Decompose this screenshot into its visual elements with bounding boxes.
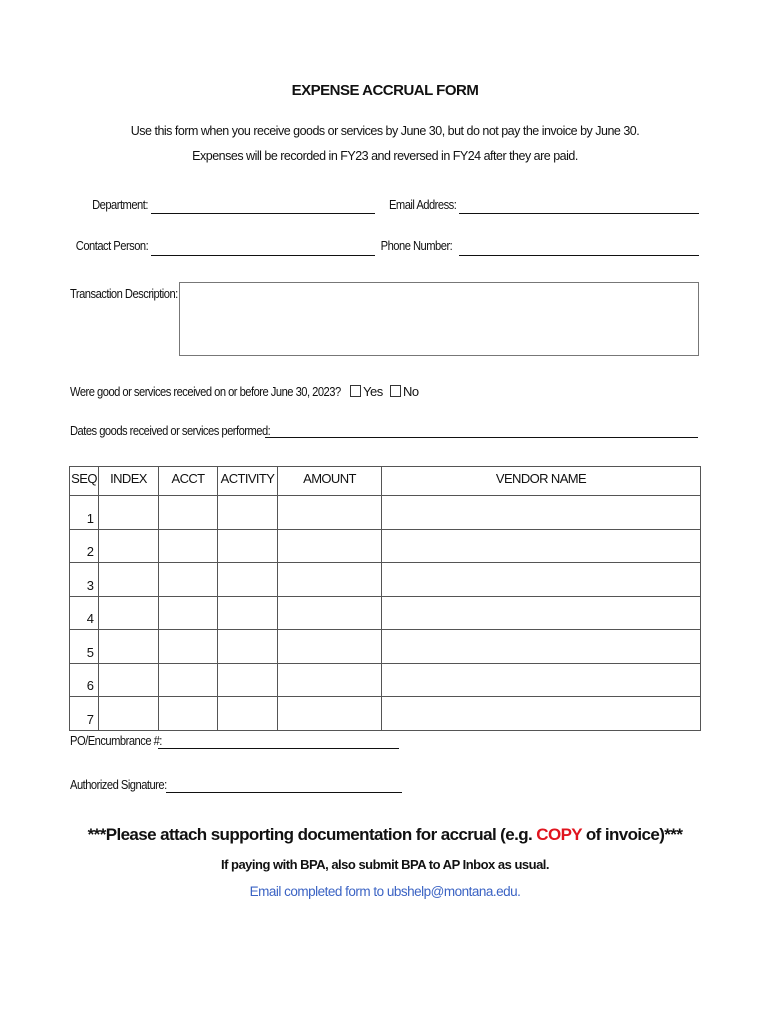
table-row <box>70 529 701 563</box>
seq-cell: 1 <box>70 496 99 530</box>
acct-cell[interactable] <box>159 563 218 597</box>
header-vendor-name: VENDOR NAME <box>382 467 701 496</box>
amount-cell[interactable] <box>278 596 382 630</box>
table-row <box>70 697 701 731</box>
phone-field[interactable] <box>459 255 699 256</box>
acct-cell[interactable] <box>159 630 218 664</box>
acct-cell[interactable] <box>159 697 218 731</box>
email-note[interactable]: Email completed form to ubshelp@montana.edu. <box>249 884 521 899</box>
vendor-cell[interactable] <box>382 630 701 664</box>
amount-cell[interactable] <box>278 630 382 664</box>
activity-cell[interactable] <box>218 663 278 697</box>
yes-label: Yes <box>363 384 383 399</box>
vendor-cell[interactable] <box>382 529 701 563</box>
acct-cell[interactable] <box>159 529 218 563</box>
department-field[interactable] <box>151 213 375 214</box>
yes-checkbox[interactable] <box>350 385 361 397</box>
copy-word: COPY <box>536 825 582 844</box>
accrual-table <box>69 466 701 731</box>
acct-cell[interactable] <box>159 596 218 630</box>
table-row <box>70 663 701 697</box>
seq-cell: 5 <box>70 630 99 664</box>
dates-label: Dates goods received or services performed: <box>70 423 271 438</box>
index-cell[interactable] <box>99 596 159 630</box>
vendor-cell[interactable] <box>382 563 701 597</box>
po-label: PO/Encumbrance #: <box>70 733 162 748</box>
email-label: Email Address: <box>388 197 456 212</box>
acct-cell[interactable] <box>159 663 218 697</box>
attach-notice-prefix: ***Please attach supporting documentation for accrual (e.g. <box>87 825 537 844</box>
index-cell[interactable] <box>99 697 159 731</box>
vendor-cell[interactable] <box>382 596 701 630</box>
activity-cell[interactable] <box>218 529 278 563</box>
vendor-cell[interactable] <box>382 663 701 697</box>
description-label: Transaction Description: <box>70 286 178 301</box>
amount-cell[interactable] <box>278 496 382 530</box>
table-row <box>70 496 701 530</box>
dates-field[interactable] <box>265 437 698 438</box>
no-checkbox[interactable] <box>390 385 401 397</box>
index-cell[interactable] <box>99 630 159 664</box>
po-field[interactable] <box>158 748 399 749</box>
header-amount: AMOUNT <box>278 467 382 496</box>
activity-cell[interactable] <box>218 496 278 530</box>
seq-cell: 2 <box>70 529 99 563</box>
form-title: EXPENSE ACCRUAL FORM <box>291 82 479 99</box>
contact-field[interactable] <box>151 255 375 256</box>
amount-cell[interactable] <box>278 529 382 563</box>
department-label: Department: <box>92 197 148 212</box>
attach-notice <box>0 825 770 845</box>
bpa-note: If paying with BPA, also submit BPA to AP Inbox as usual. <box>220 857 550 872</box>
table-header-row <box>70 467 701 496</box>
no-label: No <box>403 384 419 399</box>
seq-cell: 7 <box>70 697 99 731</box>
yes-option[interactable] <box>350 384 383 399</box>
no-option[interactable] <box>390 384 419 399</box>
phone-label: Phone Number: <box>380 238 452 253</box>
received-question: Were good or services received on or before June 30, 2023? <box>70 384 341 399</box>
header-activity: ACTIVITY <box>218 467 278 496</box>
amount-cell[interactable] <box>278 663 382 697</box>
header-index: INDEX <box>99 467 159 496</box>
index-cell[interactable] <box>99 563 159 597</box>
intro-line-1: Use this form when you receive goods or services by June 30, but do not pay the invoice by June 30. <box>130 124 640 138</box>
table-row <box>70 563 701 597</box>
intro-line-2: Expenses will be recorded in FY23 and reversed in FY24 after they are paid. <box>192 149 578 163</box>
activity-cell[interactable] <box>218 630 278 664</box>
index-cell[interactable] <box>99 663 159 697</box>
table-row <box>70 630 701 664</box>
description-box[interactable] <box>179 282 699 356</box>
amount-cell[interactable] <box>278 563 382 597</box>
header-seq: SEQ <box>70 467 99 496</box>
seq-cell: 3 <box>70 563 99 597</box>
acct-cell[interactable] <box>159 496 218 530</box>
index-cell[interactable] <box>99 529 159 563</box>
amount-cell[interactable] <box>278 697 382 731</box>
index-cell[interactable] <box>99 496 159 530</box>
signature-label: Authorized Signature: <box>70 777 167 792</box>
seq-cell: 6 <box>70 663 99 697</box>
header-acct: ACCT <box>159 467 218 496</box>
signature-field[interactable] <box>166 792 402 793</box>
table-row <box>70 596 701 630</box>
seq-cell: 4 <box>70 596 99 630</box>
activity-cell[interactable] <box>218 697 278 731</box>
vendor-cell[interactable] <box>382 697 701 731</box>
attach-notice-suffix: of invoice)*** <box>581 825 683 844</box>
vendor-cell[interactable] <box>382 496 701 530</box>
activity-cell[interactable] <box>218 563 278 597</box>
email-field[interactable] <box>459 213 699 214</box>
activity-cell[interactable] <box>218 596 278 630</box>
contact-label: Contact Person: <box>75 238 148 253</box>
